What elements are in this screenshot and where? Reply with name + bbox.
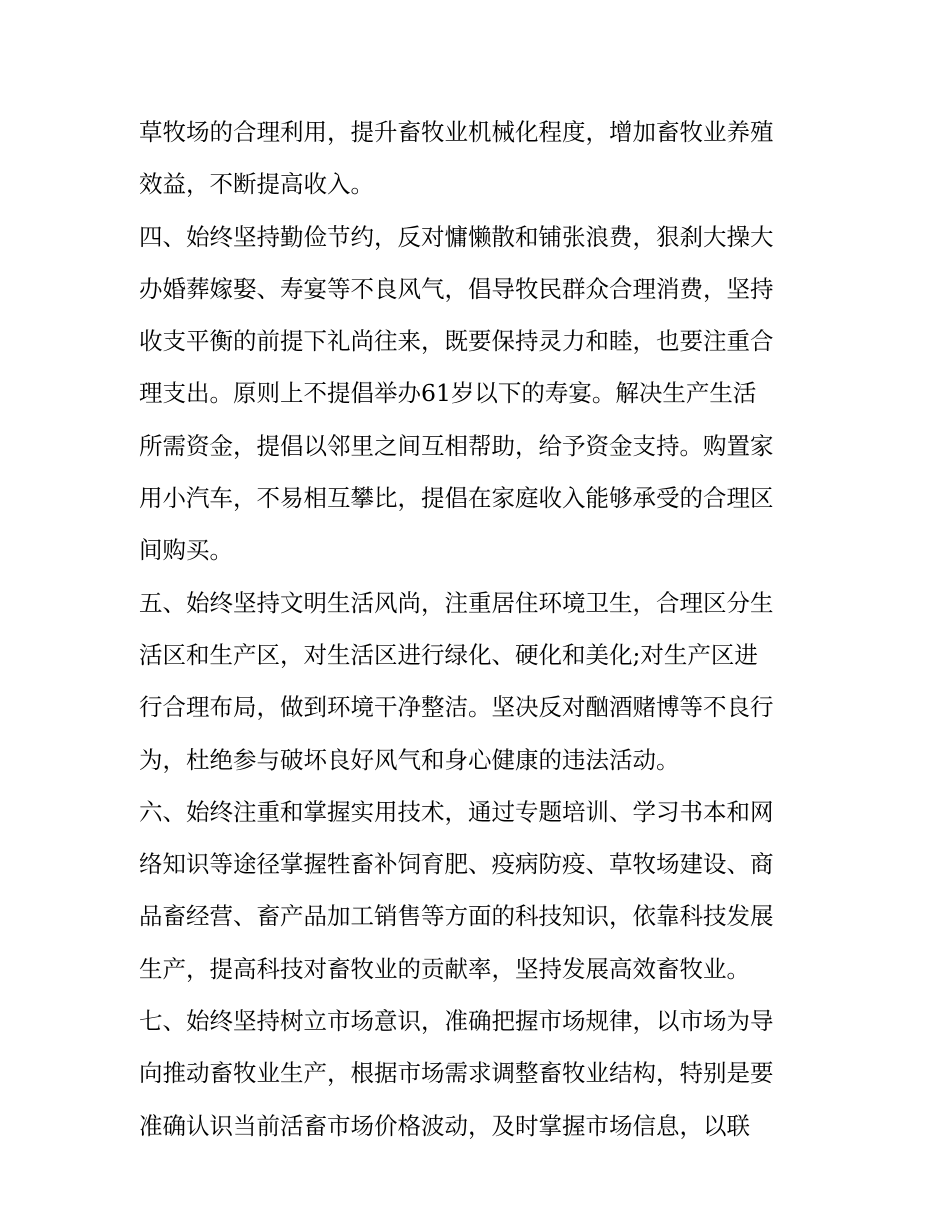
text-line: 向推动畜牧业生产，根据市场需求调整畜牧业结构，特别是要 [139, 1059, 774, 1088]
text-line: 理支出。原则上不提倡举办61岁以下的寿宴。解决生产生活 [139, 379, 757, 408]
text-line: 草牧场的合理利用，提升畜牧业机械化程度，增加畜牧业养殖 [139, 118, 774, 146]
text-line: 络知识等途径掌握牲畜补饲育肥、疫病防疫、草牧场建设、商 [139, 850, 774, 879]
text-line: 用小汽车，不易相互攀比，提倡在家庭收入能够承受的合理区 [139, 484, 774, 513]
text-line: 七、始终坚持树立市场意识，准确把握市场规律，以市场为导 [139, 1007, 774, 1036]
text-line: 六、始终注重和掌握实用技术，通过专题培训、学习书本和网 [139, 797, 774, 826]
text-line: 准确认识当前活畜市场价格波动，及时掌握市场信息，以联 [139, 1111, 750, 1140]
text-line: 为，杜绝参与破坏良好风气和身心健康的违法活动。 [139, 745, 680, 774]
text-line: 间购买。 [139, 536, 233, 565]
text-line: 行合理布局，做到环境干净整洁。坚决反对酗酒赌博等不良行 [139, 693, 774, 722]
text-line: 品畜经营、畜产品加工销售等方面的科技知识，依靠科技发展 [139, 902, 774, 931]
text-line: 收支平衡的前提下礼尚往来，既要保持灵力和睦，也要注重合 [139, 327, 774, 356]
text-line: 四、始终坚持勤俭节约，反对慵懒散和铺张浪费，狠刹大操大 [139, 222, 774, 251]
text-line: 办婚葬嫁娶、寿宴等不良风气，倡导牧民群众合理消费，坚持 [139, 274, 774, 303]
document-body [139, 106, 819, 1152]
text-line: 活区和生产区，对生活区进行绿化、硬化和美化;对生产区进 [139, 640, 758, 669]
text-line: 生产，提高科技对畜牧业的贡献率，坚持发展高效畜牧业。 [139, 954, 750, 983]
text-line: 五、始终坚持文明生活风尚，注重居住环境卫生，合理区分生 [139, 588, 774, 617]
text-line: 效益，不断提高收入。 [139, 170, 374, 199]
text-line: 所需资金，提倡以邻里之间互相帮助，给予资金支持。购置家 [139, 431, 774, 460]
